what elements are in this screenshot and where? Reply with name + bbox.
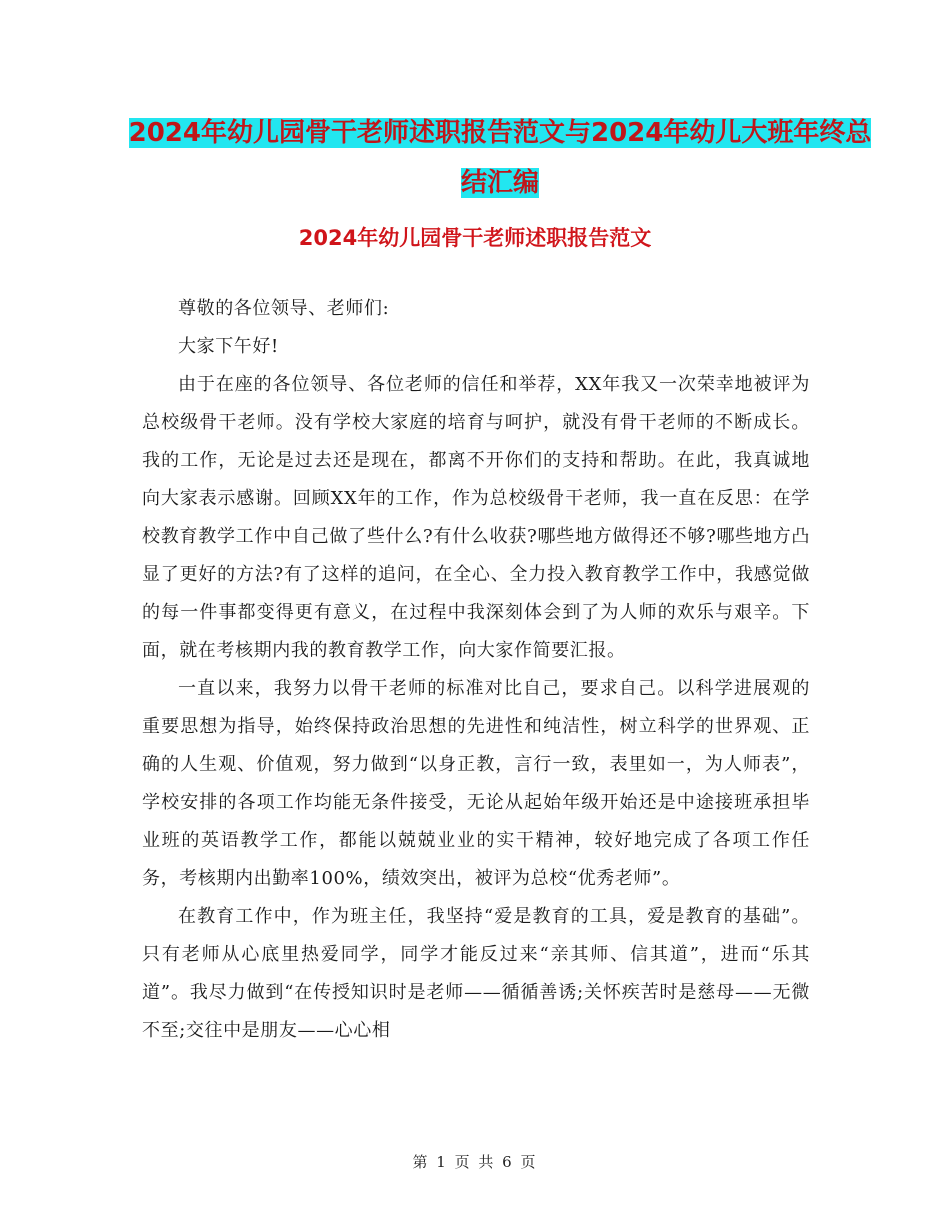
paragraph-salutation: 尊敬的各位领导、老师们: [178, 298, 390, 319]
paragraph: 一直以来，我努力以骨干老师的标准对比自己，要求自己。以科学进展观的重要思想为指导，始终保持政治思想的先进性和纯洁性，树立科学的世界观、正确的人生观、价值观，努力做到“以身正教，言行一致，表里如一，为人师表”，学校安排的各项工作均能无条件接受，无论从起始年级开始还是中途接班承担毕业班的英语教学工作，都能以兢兢业业的实干精神，较好地完成了各项工作任务，考核期内出勤率100%，绩效突出，被评为总校“优秀老师”。 [142, 678, 810, 889]
document-title-text: 2024年幼儿园骨干老师述职报告范文与2024年幼儿大班年终总结汇编 [128, 118, 872, 198]
paragraph: 在教育工作中，作为班主任，我坚持“爱是教育的工具，爱是教育的基础”。只有老师从心底里热爱同学，同学才能反过来“亲其师、信其道”，进而“乐其道”。我尽力做到“在传授知识时是老师——循循善诱;关怀疾苦时是慈母——无微不至;交往中是朋友——心心相 [142, 906, 810, 1041]
paragraph-greeting: 大家下午好! [178, 336, 279, 357]
page-footer: 第 1 页 共 6 页 [412, 1153, 538, 1171]
section-title: 2024年幼儿园骨干老师述职报告范文 [298, 226, 652, 250]
document-title [120, 108, 880, 208]
paragraph: 由于在座的各位领导、各位老师的信任和举荐，XX年我又一次荣幸地被评为总校级骨干老师。没有学校大家庭的培育与呵护，就没有骨干老师的不断成长。我的工作，无论是过去还是现在，都离不开你们的支持和帮助。在此，我真诚地向大家表示感谢。回顾XX年的工作，作为总校级骨干老师，我一直在反思：在学校教育教学工作中自己做了些什么?有什么收获?哪些地方做得还不够?哪些地方凸显了更好的方法?有了这样的追问，在全心、全力投入教育教学工作中，我感觉做的每一件事都变得更有意义，在过程中我深刻体会到了为人师的欢乐与艰辛。下面，就在考核期内我的教育教学工作，向大家作简要汇报。 [142, 374, 810, 661]
document-body [142, 290, 810, 1050]
